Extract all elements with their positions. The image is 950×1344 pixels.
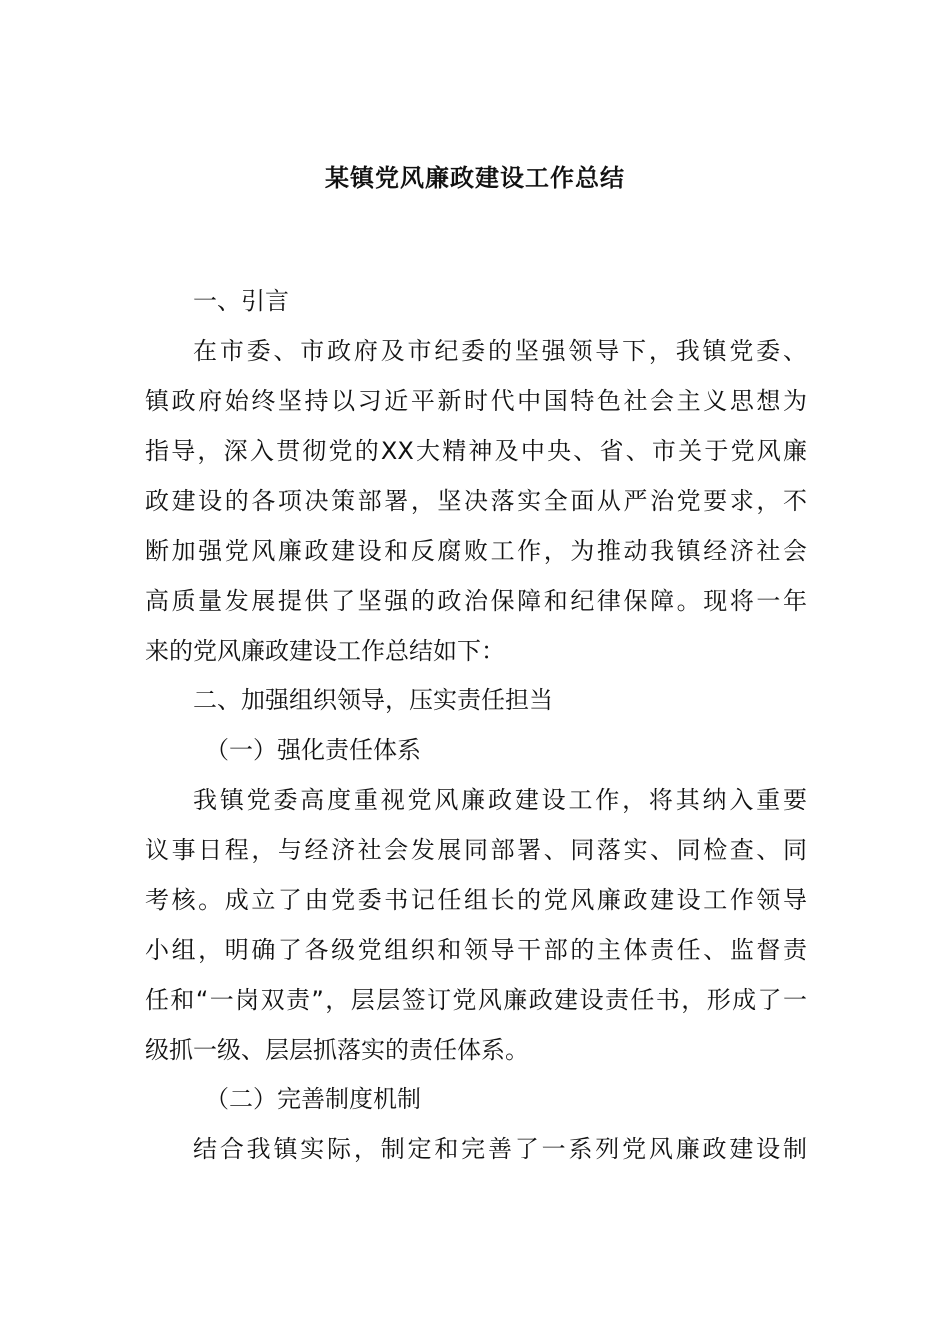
paragraph-line: 在市委、市政府及市纪委的坚强领导下，我镇党委、	[193, 337, 807, 365]
paragraph-line: 指导，深入贯彻党的XX大精神及中央、省、市关于党风廉	[145, 437, 807, 465]
subsection-heading-mechanism: （二）完善制度机制	[205, 1085, 421, 1113]
paragraph-line: 断加强党风廉政建设和反腐败工作，为推动我镇经济社会	[145, 537, 807, 565]
document-title: 某镇党风廉政建设工作总结	[325, 164, 625, 192]
paragraph-line: 结合我镇实际，制定和完善了一系列党风廉政建设制	[193, 1135, 807, 1163]
paragraph-line: 任和“一岗双责”，层层签订党风廉政建设责任书，形成了一	[145, 986, 807, 1014]
paragraph-line: 我镇党委高度重视党风廉政建设工作，将其纳入重要	[193, 786, 807, 814]
paragraph-line: 考核。成立了由党委书记任组长的党风廉政建设工作领导	[145, 886, 807, 914]
section-heading-intro: 一、引言	[193, 287, 289, 315]
paragraph-line: 议事日程，与经济社会发展同部署、同落实、同检查、同	[145, 836, 807, 864]
paragraph-line: 镇政府始终坚持以习近平新时代中国特色社会主义思想为	[145, 387, 807, 415]
subsection-heading-responsibility: （一）强化责任体系	[205, 736, 421, 764]
paragraph-line: 来的党风廉政建设工作总结如下：	[145, 637, 505, 665]
section-heading-organization: 二、加强组织领导，压实责任担当	[193, 686, 553, 714]
paragraph-line: 小组，明确了各级党组织和领导干部的主体责任、监督责	[145, 936, 807, 964]
paragraph-line: 政建设的各项决策部署，坚决落实全面从严治党要求，不	[145, 487, 807, 515]
paragraph-line: 高质量发展提供了坚强的政治保障和纪律保障。现将一年	[145, 587, 807, 615]
paragraph-line: 级抓一级、层层抓落实的责任体系。	[145, 1036, 529, 1064]
